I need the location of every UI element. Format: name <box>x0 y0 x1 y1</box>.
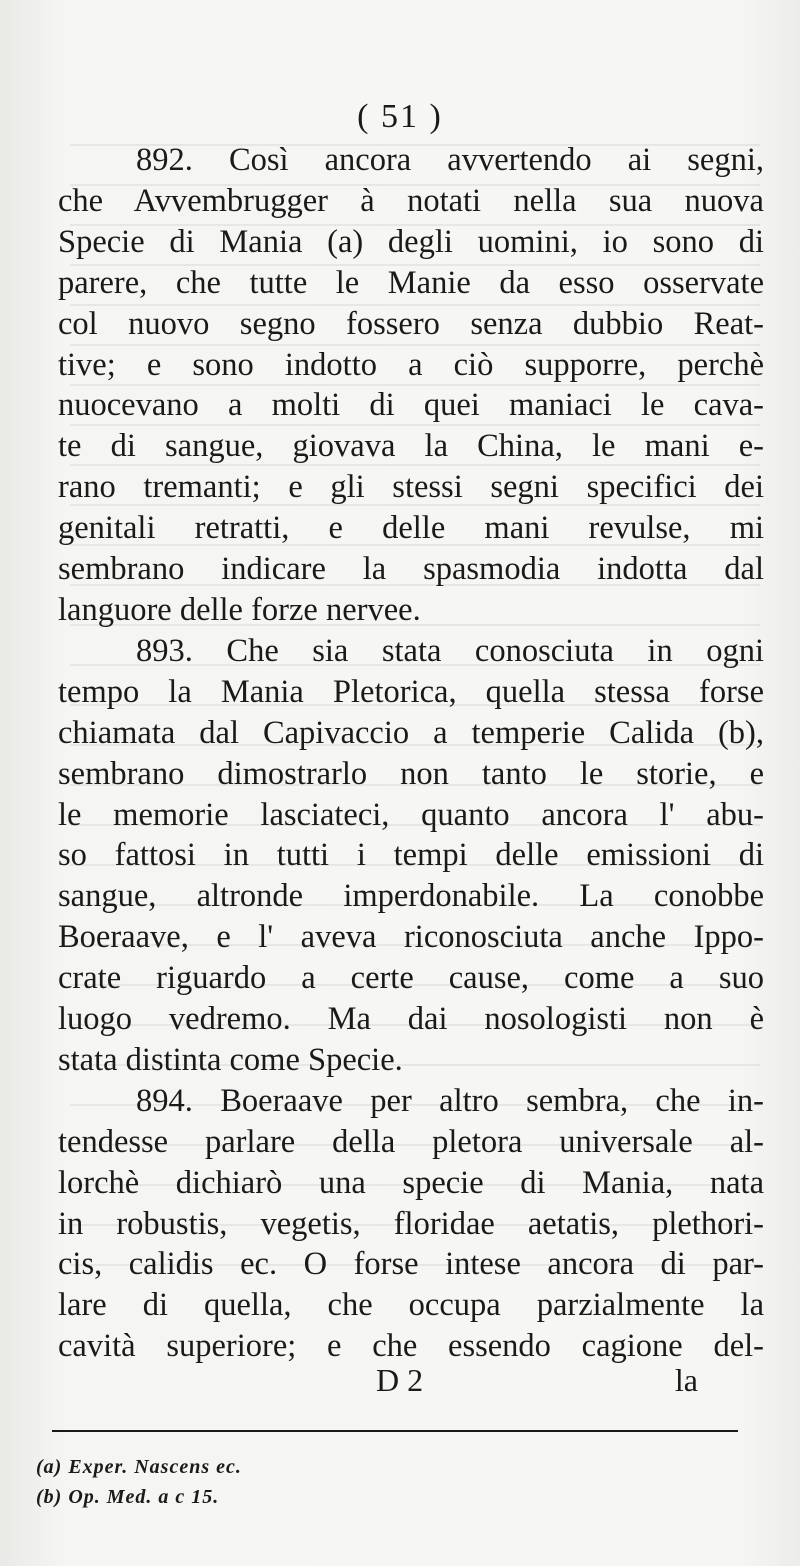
text-line: 893. Che sia stata conosciuta in ogni <box>136 632 764 669</box>
text-line: Boeraave, e l' aveva riconosciuta anche Ippo- <box>58 919 764 956</box>
text-line: lorchè dichiarò una specie di Mania, nata <box>58 1164 764 1201</box>
text-line: genitali retratti, e delle mani revulse, mi <box>58 510 764 547</box>
text-line: col nuovo segno fossero senza dubbio Reat- <box>58 305 764 342</box>
text-line: in robustis, vegetis, floridae aetatis, plethori- <box>58 1205 764 1242</box>
text-line: rano tremanti; e gli stessi segni specifici dei <box>58 469 764 506</box>
text-line: 892. Così ancora avvertendo ai segni, <box>136 142 764 178</box>
text-line: cavità superiore; e che essendo cagione del- <box>58 1328 764 1365</box>
paragraph-893 <box>58 631 764 1081</box>
text-line: sangue, altronde imperdonabile. La conobbe <box>58 878 764 915</box>
text-line: tive; e sono indotto a ciò supporre, perchè <box>58 346 764 383</box>
text-line: nuocevano a molti di quei maniaci le cava- <box>58 387 764 424</box>
footnote-a: (a) Exper. Nascens ec. <box>36 1456 242 1478</box>
text-line: le memorie lasciateci, quanto ancora l' abu- <box>58 796 764 833</box>
footnotes <box>36 1452 536 1512</box>
body-text <box>58 140 764 1367</box>
text-line: sembrano indicare la spasmodia indotta dal <box>58 551 764 588</box>
text-line: che Avvembrugger à notati nella sua nuova <box>58 182 764 219</box>
text-line: Specie di Mania (a) degli uomini, io sono di <box>58 223 764 260</box>
text-line: tempo la Mania Pletorica, quella stessa forse <box>58 673 764 710</box>
text-line: stata distinta come Specie. <box>58 1041 403 1078</box>
text-line: languore delle forze nervee. <box>58 591 421 628</box>
text-line: luogo vedremo. Ma dai nosologisti non è <box>58 1001 764 1038</box>
paragraph-894 <box>58 1081 764 1367</box>
catchword: la <box>674 1362 698 1398</box>
page-number: ( 51 ) <box>357 98 443 135</box>
paragraph-892 <box>58 140 764 631</box>
text-line: te di sangue, giovava la China, le mani e- <box>58 428 764 465</box>
text-line: tendesse parlare della pletora universale al- <box>58 1123 764 1160</box>
signature-mark: D 2 <box>376 1362 424 1398</box>
text-line: 894. Boeraave per altro sembra, che in- <box>136 1082 764 1119</box>
footnote-rule <box>52 1430 738 1432</box>
footnote-b: (b) Op. Med. a c 15. <box>36 1486 220 1508</box>
text-line: parere, che tutte le Manie da esso osservate <box>58 264 764 301</box>
text-line: sembrano dimostrarlo non tanto le storie, e <box>58 755 764 792</box>
signature-row <box>58 1362 764 1402</box>
text-line: chiamata dal Capivaccio a temperie Calida (b), <box>58 714 764 751</box>
text-line: so fattosi in tutti i tempi delle emissioni di <box>58 837 764 874</box>
text-line: crate riguardo a certe cause, come a suo <box>58 960 764 997</box>
text-line: cis, calidis ec. O forse intese ancora di par- <box>58 1246 764 1283</box>
text-line: lare di quella, che occupa parzialmente la <box>58 1287 764 1324</box>
